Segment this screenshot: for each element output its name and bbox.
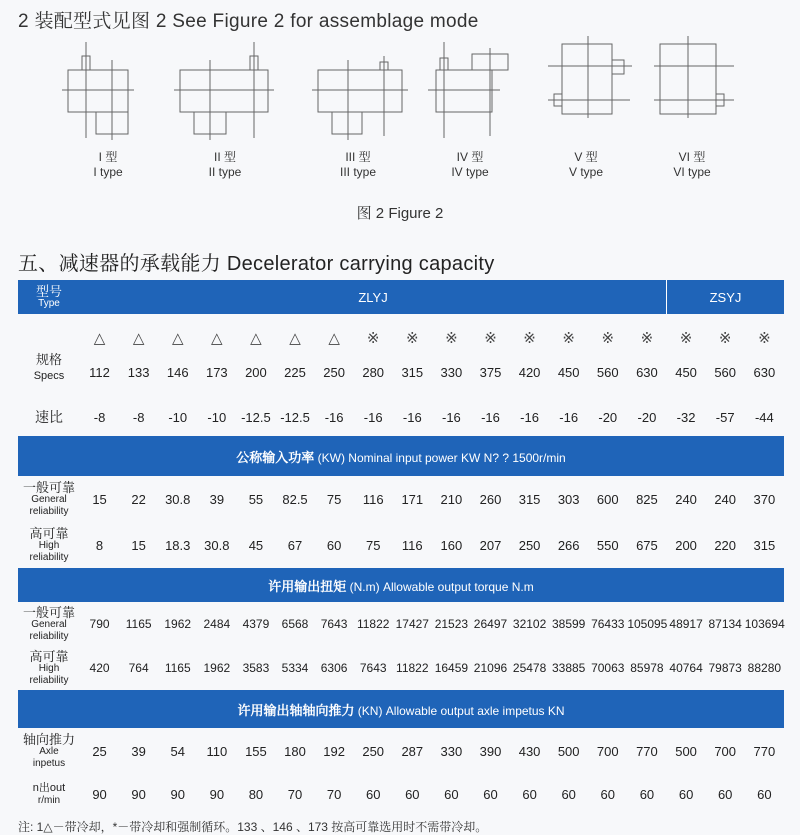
torque-general-cell: 4379 <box>236 602 275 646</box>
n-out-cell: 90 <box>119 774 158 814</box>
spec-cell <box>80 314 119 398</box>
spec-mark: ※ <box>718 330 732 347</box>
torque-high-label: 高可靠 High reliability <box>18 646 80 690</box>
capacity-section-title: 五、减速器的承载能力 Decelerator carrying capacity <box>18 253 495 275</box>
spec-cell <box>667 314 706 398</box>
ratio-row <box>18 398 784 436</box>
power-banner-row <box>18 436 784 476</box>
power-general-cell: 600 <box>588 476 627 522</box>
n-out-cell: 90 <box>197 774 236 814</box>
diagram-type-2 <box>174 42 274 140</box>
torque-high-cell: 79873 <box>706 646 745 690</box>
power-high-cell: 160 <box>432 522 471 568</box>
power-high-cell: 266 <box>549 522 588 568</box>
axle-thrust-cell: 770 <box>627 728 666 774</box>
power-general-cell: 30.8 <box>158 476 197 522</box>
spec-cell <box>158 314 197 398</box>
axle-thrust-cell: 110 <box>197 728 236 774</box>
n-out-cell: 60 <box>588 774 627 814</box>
diagram-type-5 <box>548 36 632 118</box>
ratio-cell: -16 <box>510 398 549 436</box>
diagram-type-3 <box>312 56 408 140</box>
power-high-cell: 45 <box>236 522 275 568</box>
diagram-type-1 <box>62 42 134 140</box>
ratio-cell: -20 <box>588 398 627 436</box>
power-general-cell: 82.5 <box>275 476 314 522</box>
n-out-cell: 90 <box>80 774 119 814</box>
axle-thrust-cell: 25 <box>80 728 119 774</box>
power-high-cell: 207 <box>471 522 510 568</box>
power-general-cell: 22 <box>119 476 158 522</box>
axle-thrust-cell: 330 <box>432 728 471 774</box>
torque-general-cell: 87134 <box>706 602 745 646</box>
torque-high-cell: 21096 <box>471 646 510 690</box>
spec-cell <box>588 314 627 398</box>
spec-mark: ※ <box>640 330 654 347</box>
spec-value: 173 <box>205 365 228 380</box>
power-high-cell: 18.3 <box>158 522 197 568</box>
spec-cell <box>627 314 666 398</box>
thrust-banner: 许用输出轴轴向推力 (KN) Allowable output axle impetus KN <box>18 690 784 728</box>
specs-label-cell: 规格 Specs <box>18 314 80 398</box>
torque-banner-row <box>18 568 784 602</box>
power-general-cell: 75 <box>315 476 354 522</box>
torque-general-cell: 790 <box>80 602 119 646</box>
n-out-cell: 60 <box>549 774 588 814</box>
torque-general-row <box>18 602 784 646</box>
torque-general-cell: 32102 <box>510 602 549 646</box>
spec-value: 330 <box>440 365 463 380</box>
torque-general-cell: 7643 <box>315 602 354 646</box>
axle-thrust-row <box>18 728 784 774</box>
spec-mark: △ <box>211 330 223 347</box>
n-out-cell: 70 <box>315 774 354 814</box>
spec-cell <box>236 314 275 398</box>
axle-thrust-cell: 54 <box>158 728 197 774</box>
n-out-cell: 60 <box>471 774 510 814</box>
spec-mark: ※ <box>601 330 615 347</box>
power-general-cell: 55 <box>236 476 275 522</box>
ratio-cell: -12.5 <box>236 398 275 436</box>
power-general-cell: 370 <box>745 476 784 522</box>
power-high-cell: 75 <box>354 522 393 568</box>
power-high-cell: 550 <box>588 522 627 568</box>
torque-high-cell: 7643 <box>354 646 393 690</box>
spec-cell <box>549 314 588 398</box>
torque-banner: 许用输出扭矩 (N.m) Allowable output torque N.m <box>18 568 784 602</box>
spec-mark: ※ <box>679 330 693 347</box>
axle-thrust-cell: 287 <box>393 728 432 774</box>
axle-thrust-cell: 500 <box>667 728 706 774</box>
n-out-cell: 60 <box>510 774 549 814</box>
type-label-6: VI 型 VI type <box>673 150 711 179</box>
torque-general-cell: 21523 <box>432 602 471 646</box>
type-label-5: V 型 V type <box>568 150 604 179</box>
spec-cell <box>510 314 549 398</box>
power-general-cell: 260 <box>471 476 510 522</box>
torque-high-cell: 3583 <box>236 646 275 690</box>
axle-thrust-cell: 700 <box>706 728 745 774</box>
spec-mark: △ <box>132 330 145 347</box>
spec-value: 630 <box>753 365 776 380</box>
power-high-cell: 315 <box>745 522 784 568</box>
power-general-cell: 15 <box>80 476 119 522</box>
torque-high-cell: 1962 <box>197 646 236 690</box>
spec-mark: △ <box>93 330 106 347</box>
torque-general-label: 一般可靠 General reliability <box>18 602 80 646</box>
spec-value: 375 <box>479 365 502 380</box>
torque-general-cell: 26497 <box>471 602 510 646</box>
ratio-cell: -12.5 <box>275 398 314 436</box>
power-high-label: 高可靠 High reliability <box>18 522 80 568</box>
ratio-cell: -16 <box>432 398 471 436</box>
ratio-cell: -44 <box>745 398 784 436</box>
axle-thrust-cell: 155 <box>236 728 275 774</box>
spec-mark: ※ <box>484 330 497 347</box>
axle-thrust-cell: 390 <box>471 728 510 774</box>
torque-general-cell: 1165 <box>119 602 158 646</box>
torque-high-row <box>18 646 784 690</box>
torque-high-cell: 420 <box>80 646 119 690</box>
spec-mark: △ <box>328 330 340 347</box>
spec-cell <box>197 314 236 398</box>
axle-thrust-cell: 500 <box>549 728 588 774</box>
ratio-cell: -32 <box>667 398 706 436</box>
torque-high-cell: 16459 <box>432 646 471 690</box>
power-general-cell: 303 <box>549 476 588 522</box>
spec-cell <box>745 314 784 398</box>
spec-cell <box>275 314 314 398</box>
spec-value: 133 <box>127 365 150 380</box>
spec-value: 560 <box>596 365 619 380</box>
spec-mark: ※ <box>562 330 575 347</box>
assembly-diagram-svg <box>0 36 800 146</box>
spec-cell <box>471 314 510 398</box>
specs-row <box>18 314 784 398</box>
spec-value: 560 <box>714 365 737 380</box>
spec-mark: ※ <box>445 330 458 347</box>
ratio-cell: -8 <box>80 398 119 436</box>
torque-high-cell: 5334 <box>275 646 314 690</box>
power-high-row <box>18 522 784 568</box>
assembly-section-title: 2 装配型式见图 2 See Figure 2 for assemblage mode <box>18 11 479 32</box>
torque-general-cell: 48917 <box>667 602 706 646</box>
power-high-cell: 220 <box>706 522 745 568</box>
torque-high-cell: 33885 <box>549 646 588 690</box>
torque-general-cell: 1962 <box>158 602 197 646</box>
ratio-cell: -10 <box>197 398 236 436</box>
power-high-cell: 675 <box>627 522 666 568</box>
ratio-cell: -16 <box>393 398 432 436</box>
torque-high-cell: 70063 <box>588 646 627 690</box>
spec-value: 112 <box>89 365 110 380</box>
torque-high-cell: 40764 <box>667 646 706 690</box>
torque-general-cell: 2484 <box>197 602 236 646</box>
n-out-cell: 90 <box>158 774 197 814</box>
n-out-label: n出out r/min <box>18 774 80 814</box>
torque-high-cell: 25478 <box>510 646 549 690</box>
torque-general-cell: 105095 <box>627 602 666 646</box>
power-general-cell: 315 <box>510 476 549 522</box>
n-out-cell: 60 <box>432 774 471 814</box>
spec-cell <box>706 314 745 398</box>
type-label-4: IV 型 IV type <box>451 150 489 179</box>
torque-high-cell: 6306 <box>315 646 354 690</box>
spec-cell <box>393 314 432 398</box>
torque-general-cell: 103694 <box>745 602 784 646</box>
power-high-cell: 200 <box>667 522 706 568</box>
spec-value: 450 <box>675 365 697 380</box>
ratio-cell: -16 <box>315 398 354 436</box>
ratio-cell: -16 <box>354 398 393 436</box>
torque-general-cell: 6568 <box>275 602 314 646</box>
spec-value: 250 <box>323 365 345 380</box>
power-high-cell: 30.8 <box>197 522 236 568</box>
n-out-cell: 60 <box>706 774 745 814</box>
torque-general-cell: 38599 <box>549 602 588 646</box>
n-out-cell: 60 <box>745 774 784 814</box>
capacity-table <box>18 280 784 814</box>
spec-cell <box>354 314 393 398</box>
spec-value: 280 <box>362 365 385 380</box>
spec-value: 630 <box>636 365 658 380</box>
assembly-diagrams <box>0 36 800 186</box>
spec-mark: ※ <box>758 330 771 347</box>
group-zlyj: ZLYJ <box>80 280 667 314</box>
group-zsyj: ZSYJ <box>667 280 784 314</box>
type-label-cell: 型号 Type <box>18 280 80 314</box>
ratio-cell: -8 <box>119 398 158 436</box>
spec-mark: △ <box>289 330 301 347</box>
spec-cell <box>119 314 158 398</box>
spec-value: 146 <box>166 365 189 380</box>
spec-mark: ※ <box>523 330 536 347</box>
power-general-cell: 240 <box>706 476 745 522</box>
torque-general-cell: 17427 <box>393 602 432 646</box>
spec-mark: △ <box>250 330 262 347</box>
torque-high-cell: 764 <box>119 646 158 690</box>
ratio-cell: -20 <box>627 398 666 436</box>
axle-thrust-cell: 39 <box>119 728 158 774</box>
axle-thrust-label: 轴向推力 Axle inpetus <box>18 728 80 774</box>
spec-value: 420 <box>518 365 541 380</box>
power-general-cell: 39 <box>197 476 236 522</box>
torque-high-cell: 85978 <box>627 646 666 690</box>
diagram-type-4 <box>428 42 508 138</box>
torque-general-cell: 11822 <box>354 602 393 646</box>
figure-caption: 图 2 Figure 2 <box>356 205 444 222</box>
spec-mark: △ <box>171 330 184 347</box>
spec-cell <box>432 314 471 398</box>
ratio-cell: -16 <box>549 398 588 436</box>
axle-thrust-cell: 700 <box>588 728 627 774</box>
spec-value: 450 <box>557 365 580 380</box>
power-general-row <box>18 476 784 522</box>
n-out-cell: 70 <box>275 774 314 814</box>
ratio-label-cell: 速比 <box>18 398 80 436</box>
power-general-cell: 210 <box>432 476 471 522</box>
diagram-type-6 <box>654 36 734 118</box>
n-out-cell: 60 <box>627 774 666 814</box>
spec-cell <box>315 314 354 398</box>
power-general-cell: 171 <box>393 476 432 522</box>
type-label-1: I 型 I type <box>93 150 123 179</box>
spec-value: 315 <box>401 365 424 380</box>
axle-thrust-cell: 430 <box>510 728 549 774</box>
axle-thrust-cell: 770 <box>745 728 784 774</box>
n-out-cell: 60 <box>354 774 393 814</box>
power-banner: 公称输入功率 (KW) Nominal input power KW N? ? 1500r/min <box>18 436 784 476</box>
power-general-cell: 240 <box>667 476 706 522</box>
thrust-banner-row <box>18 690 784 728</box>
spec-value: 225 <box>284 365 306 380</box>
n-out-cell: 60 <box>393 774 432 814</box>
axle-thrust-cell: 192 <box>315 728 354 774</box>
type-label-3: III 型 III type <box>339 150 377 179</box>
power-general-label: 一般可靠 General reliability <box>18 476 80 522</box>
power-high-cell: 116 <box>393 522 432 568</box>
spec-value: 200 <box>245 365 267 380</box>
power-high-cell: 250 <box>510 522 549 568</box>
torque-high-cell: 11822 <box>393 646 432 690</box>
n-out-cell: 60 <box>667 774 706 814</box>
ratio-cell: -10 <box>158 398 197 436</box>
power-general-cell: 116 <box>354 476 393 522</box>
torque-high-cell: 1165 <box>158 646 197 690</box>
ratio-cell: -57 <box>706 398 745 436</box>
axle-thrust-cell: 180 <box>275 728 314 774</box>
footnote: 注: 1△－带冷却，*－带冷却和强制循环。133 、146 、173 按高可靠选用时不需带冷却。 <box>18 820 488 834</box>
spec-mark: ※ <box>366 330 380 347</box>
n-out-cell: 80 <box>236 774 275 814</box>
type-header-row <box>18 280 784 314</box>
power-high-cell: 15 <box>119 522 158 568</box>
n-out-row <box>18 774 784 814</box>
axle-thrust-cell: 250 <box>354 728 393 774</box>
torque-high-cell: 88280 <box>745 646 784 690</box>
power-high-cell: 60 <box>315 522 354 568</box>
power-general-cell: 825 <box>627 476 666 522</box>
type-label-2: II 型 II type <box>208 150 242 179</box>
spec-mark: ※ <box>406 330 419 347</box>
torque-general-cell: 76433 <box>588 602 627 646</box>
power-high-cell: 67 <box>275 522 314 568</box>
power-high-cell: 8 <box>80 522 119 568</box>
ratio-cell: -16 <box>471 398 510 436</box>
